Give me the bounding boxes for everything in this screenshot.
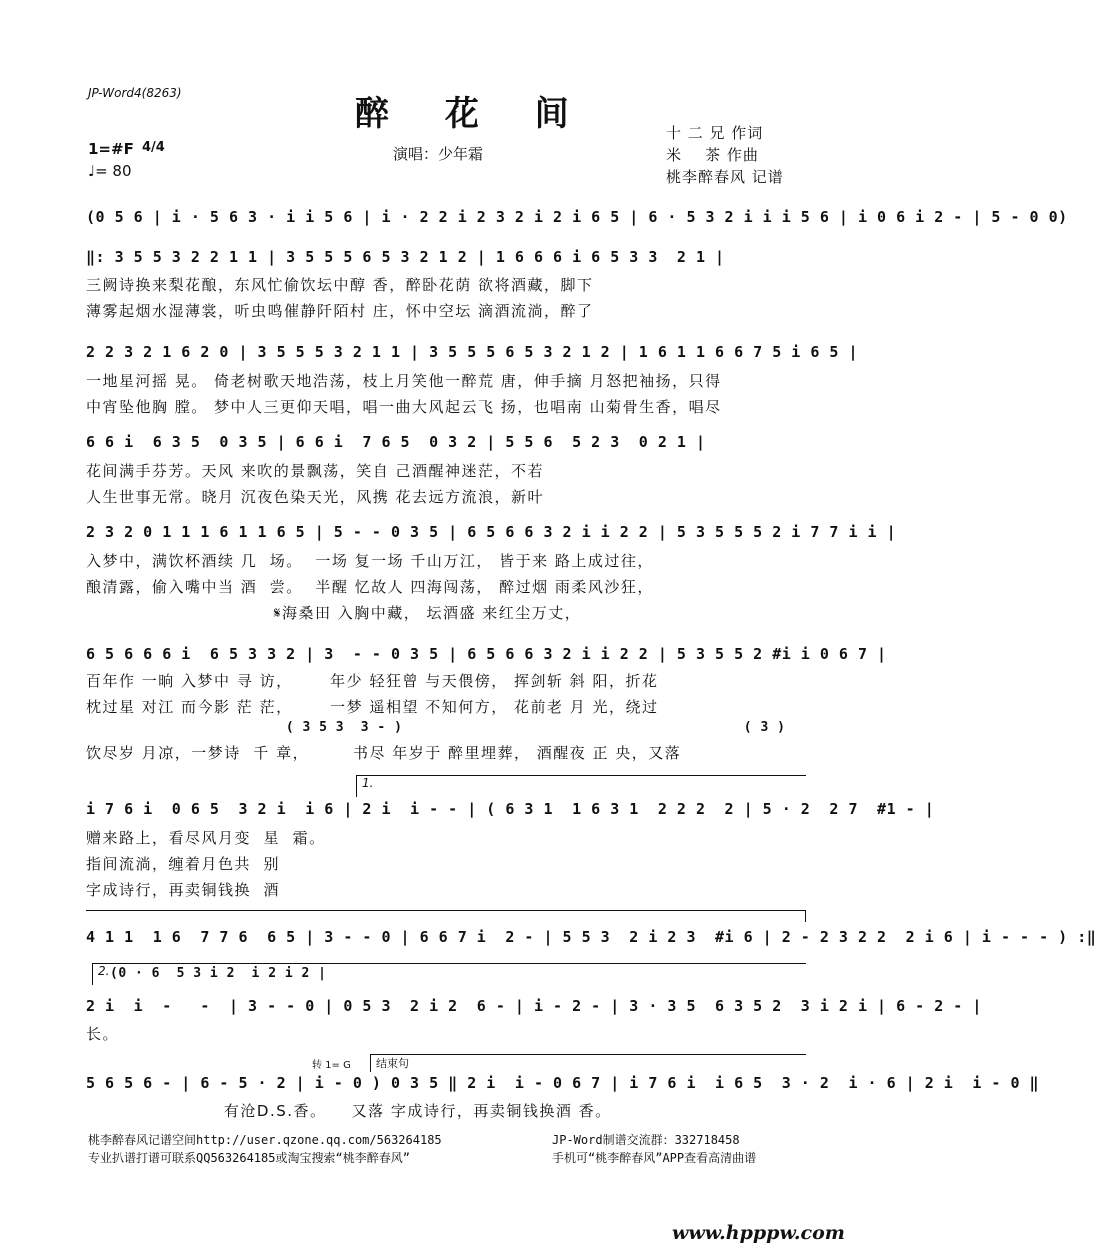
lyric-line-4a: 花间满手芬芳。天风 来吹的景飘荡，笑自 己酒醒神迷茫，不若 — [86, 462, 545, 480]
website-watermark: www.hpppw.com — [672, 1222, 845, 1244]
lyric-line-7c: 字成诗行，再卖铜钱换 酒 — [86, 881, 281, 899]
notation-line-2: ‖: 3 5 5 3 2 2 1 1 | 3 5 5 5 6 5 3 2 1 2 | 1 6 6 6 i 6 5 3 3 2 1 | — [86, 248, 725, 266]
ending-bracket — [370, 1054, 806, 1055]
volta-2-label: 2. — [98, 964, 110, 978]
software-label: JP-Word4(8263) — [88, 86, 182, 100]
lyric-line-6a: 百年作 一晌 入梦中 寻 访， 年少 轻狂曾 与天偎傍， 挥剑斩 斜 阳，折花 — [86, 672, 659, 690]
notation-line-5: 2 3 2 0 1 1 1 6 1 1 6 5 | 5 - - 0 3 5 | 6 5 6 6 3 2 i i 2 2 | 5 3 5 5 5 2 i 7 7 i i | — [86, 523, 897, 541]
footer-group: JP-Word制谱交流群：332718458 — [552, 1133, 740, 1147]
time-signature: 4/4 — [142, 140, 165, 155]
lyric-line-9a: 长。 — [86, 1025, 120, 1043]
notation-line-3: 2 2 3 2 1 6 2 0 | 3 5 5 5 3 2 1 1 | 3 5 5 5 6 5 3 2 1 2 | 1 6 1 1 6 6 7 5 i 6 5 | — [86, 343, 858, 361]
notation-line-6: 6 5 6 6 6 i 6 5 3 3 2 | 3 - - 0 3 5 | 6 5 6 6 3 2 i i 2 2 | 5 3 5 5 2 #i i 0 6 7 | — [86, 645, 887, 663]
volta-1-label: 1. — [362, 776, 374, 790]
lyric-line-7a: 赠来路上，看尽风月变 星 霜。 — [86, 829, 326, 847]
lyric-line-3a: 一地星河摇 晃。 倚老树歌天地浩荡，枝上月笑他一醉荒 唐，伸手摘 月怒把袖扬，只得 — [86, 372, 722, 390]
lyric-line-5a: 入梦中，满饮杯酒续 几 场。 一场 复一场 千山万江， 皆于来 路上成过往， — [86, 552, 654, 570]
volta-1-continuation-edge — [805, 910, 806, 922]
song-title: 醉 花 间 — [355, 94, 591, 134]
composer-credit: 米 茶 作曲 — [666, 146, 759, 164]
notation-line-8: 4 1 1 1 6 7 7 6 6 5 | 3 - - 0 | 6 6 7 i 2 - | 5 5 3 2 i 2 3 #i 6 | 2 - 2 3 2 2 2 i 6 | i - - - ) :‖ — [86, 928, 1096, 946]
notation-line-7: i 7 6 i 0 6 5 3 2 i i 6 | 2 i i - - | ( 6 3 1 1 6 3 1 2 2 2 2 | 5 · 2 2 7 #1 - | — [86, 800, 935, 818]
lyricist-credit: 十 二 兄 作词 — [666, 124, 764, 142]
notation-line-10: 5 6 5 6 - | 6 - 5 · 2 | i - 0 ) 0 3 5 ‖ 2 i i - 0 6 7 | i 7 6 i i 6 5 3 · 2 i · 6 | 2 i i - 0 ‖ — [86, 1074, 1040, 1092]
transcriber-credit: 桃李醉春风 记谱 — [666, 168, 784, 186]
ending-label: 结束句 — [376, 1057, 409, 1070]
lyric-line-3b: 中宵坠他胸 膛。 梦中人三更仰天唱，唱一曲大风起云飞 扬，也唱南 山菊骨生香，唱尽 — [86, 398, 722, 416]
notation-line-9: 2 i i - - | 3 - - 0 | 0 5 3 2 i 2 6 - | i - 2 - | 3 · 3 5 6 3 5 2 3 i 2 i | 6 - 2 - | — [86, 997, 982, 1015]
lyric-line-2a: 三阙诗换来梨花酿，东风忙偷饮坛中醇 香，醉卧花荫 欲将酒藏，脚下 — [86, 276, 594, 294]
modulation-mark: 转 1= G — [312, 1060, 351, 1071]
footer-app: 手机可“桃李醉春风”APP查看高清曲谱 — [552, 1151, 757, 1165]
ending-bracket-edge — [370, 1054, 371, 1072]
tempo-marking: ♩= 80 — [88, 162, 132, 180]
notation-line-9-pickup: (0 · 6 5 3 i 2 i 2 i 2 | — [110, 966, 327, 981]
volta-1-bracket-edge — [356, 775, 357, 797]
volta-2-bracket — [92, 963, 806, 964]
key-signature: 1=#F — [88, 140, 134, 158]
lyric-line-5c: 𝄋海桑田 入胸中藏， 坛酒盛 来红尘万丈， — [86, 604, 582, 622]
lyric-line-6b: 枕过星 对江 而今影 茫 茫， 一梦 遥相望 不知何方， 花前老 月 光，绕过 — [86, 698, 659, 716]
volta-2-bracket-edge — [92, 963, 93, 985]
volta-1-bracket — [356, 775, 806, 776]
footer-link-qzone: 桃李醉春风记谱空间http://user.qzone.qq.com/563264185 — [88, 1133, 442, 1147]
notation-line-6-alt: ( 3 5 3 3 - ) ( 3 ) — [86, 720, 786, 735]
lyric-line-2b: 薄雾起烟水湿薄裳，听虫鸣催静阡陌村 庄，怀中空坛 滴酒流淌，醉了 — [86, 302, 594, 320]
lyric-line-5b: 酿清露，偷入嘴中当 酒 尝。 半醒 忆故人 四海闯荡， 醉过烟 雨柔风沙狂， — [86, 578, 654, 596]
volta-1-continuation — [86, 910, 806, 911]
footer-contact: 专业扒谱打谱可联系QQ563264185或淘宝搜索“桃李醉春风” — [88, 1151, 410, 1165]
lyric-line-10a: 有沧D.S.香。 又落 字成诗行，再卖铜钱换酒 香。 — [86, 1102, 612, 1120]
lyric-line-6c: 饮尽岁 月凉，一梦诗 千 章， 书尽 年岁于 醉里埋葬， 酒醒夜 正 央，又落 — [86, 744, 682, 762]
lyric-line-4b: 人生世事无常。晓月 沉夜色染天光，风携 花去远方流浪，新叶 — [86, 488, 545, 506]
singer-credit: 演唱：少年霜 — [393, 145, 484, 163]
notation-line-1: (0 5 6 | i · 5 6 3 · i i 5 6 | i · 2 2 i 2 3 2 i 2 i 6 5 | 6 · 5 3 2 i i i 5 6 | i 0 6 i 2 - | 5 - 0 0) — [86, 208, 1068, 226]
lyric-line-7b: 指间流淌，缠着月色共 别 — [86, 855, 281, 873]
notation-line-4: 6 6 i 6 3 5 0 3 5 | 6 6 i 7 6 5 0 3 2 | 5 5 6 5 2 3 0 2 1 | — [86, 433, 706, 451]
